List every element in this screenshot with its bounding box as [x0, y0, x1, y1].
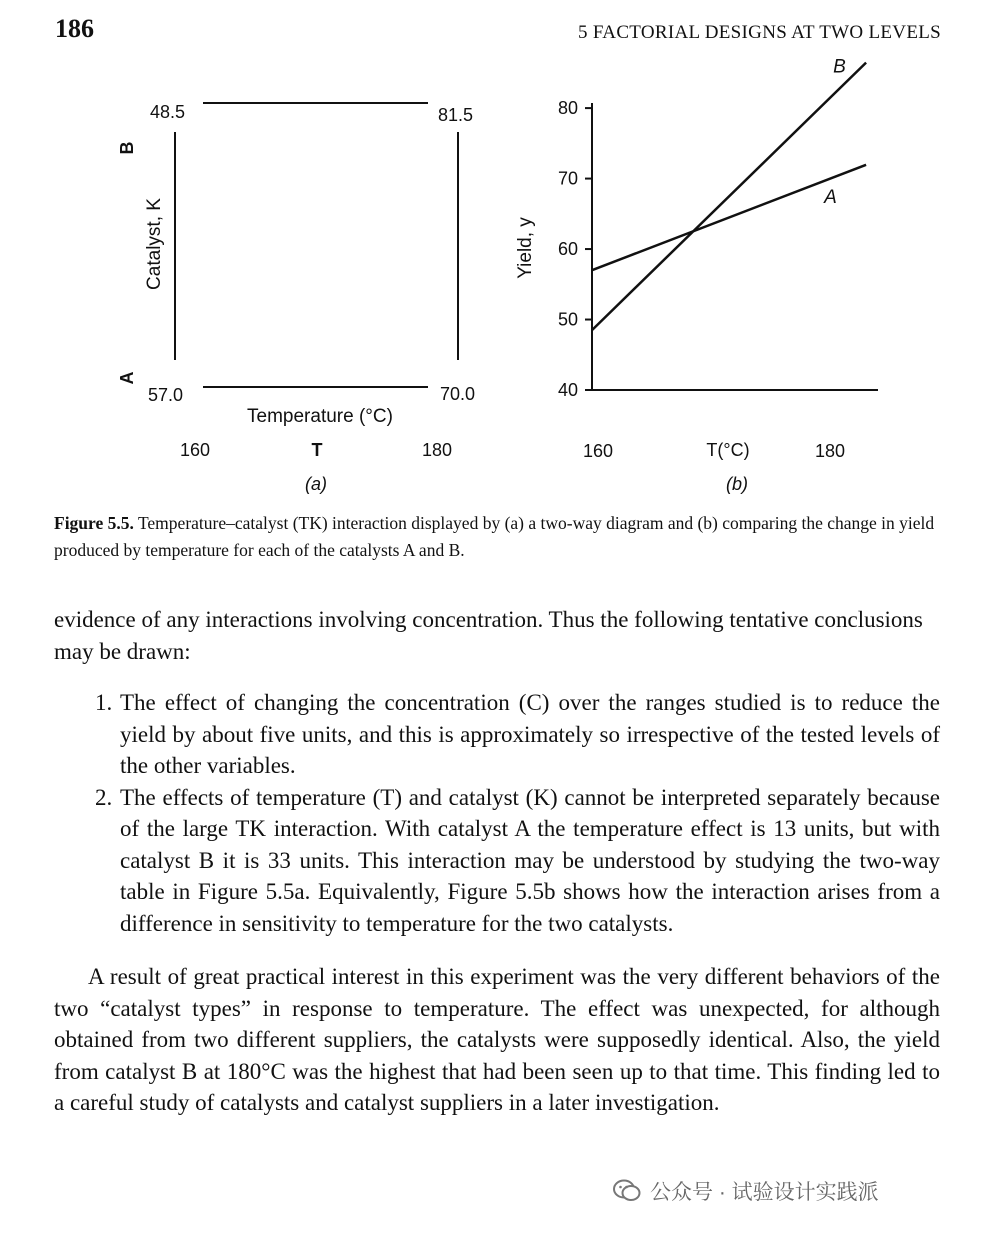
x-mid-label: T: [311, 440, 323, 460]
paragraph-continued: evidence of any interactions involving concentration. Thus the following tentative conclusions may be drawn:: [54, 607, 923, 664]
corner-bottom-right: 70.0: [440, 384, 476, 404]
x-axis-label: Temperature (°C): [247, 406, 393, 427]
x-tick-label-180: 180: [814, 441, 846, 461]
x-axis-label: T(°C): [706, 440, 750, 460]
series-line-a: [592, 165, 866, 270]
watermark: [612, 1176, 879, 1206]
body-text: [54, 604, 940, 1119]
panel-b-label: (b): [726, 474, 748, 494]
panel-a-label: (a): [305, 474, 327, 494]
corner-top-right: 81.5: [438, 105, 474, 125]
panel-a-two-way-diagram: [117, 102, 475, 494]
panel-b-chart: [515, 57, 878, 494]
y-tick-label: 70: [557, 168, 578, 189]
caption-lead: Figure 5.5.: [54, 513, 134, 533]
list-item: 2. The effects of temperature (T) and catalyst (K) cannot be interpreted separately because of the large TK interaction. With catalyst A the temperature effect is 13 units, but with catalyst B it is 33 units. This interaction may be understood by studying the two-way table in Figure 5.5a. Equivalently, Figure 5.5b shows how the interaction arises from a difference in sensitivity to temperature for the two catalysts.: [118, 782, 940, 940]
y-tick-label: 60: [557, 239, 578, 260]
caption-text: Temperature–catalyst (TK) interaction displayed by (a) a two-way diagram and (b) comparing the change in yield produced by temperature for each of the catalysts A and B.: [54, 513, 935, 560]
running-head: 5 FACTORIAL DESIGNS AT TWO LEVELS: [578, 22, 941, 43]
y-tick-label: 80: [557, 98, 578, 119]
y-tick-label: 50: [557, 309, 578, 330]
figure-5-5: [0, 56, 1003, 500]
y-axis-label: Yield, y: [515, 217, 536, 279]
figure-caption: [54, 510, 944, 564]
wechat-icon: [612, 1178, 642, 1204]
y-tick-label: 40: [557, 380, 578, 400]
x-tick-label-160: 160: [582, 441, 614, 461]
x-low-label: 160: [179, 440, 211, 460]
x-high-label: 180: [421, 440, 453, 460]
corner-top-left: 48.5: [150, 102, 186, 122]
series-label-b: B: [833, 56, 846, 78]
series-label-a: A: [824, 186, 837, 208]
y-ticks: [558, 98, 592, 400]
page-number: 186: [55, 14, 94, 43]
list-item: 1. The effect of changing the concentration (C) over the ranges studied is to reduce the yield by about five units, and this is approximately so irrespective of the tested levels of the other variables.: [118, 687, 940, 782]
watermark-text: 公众号 · 试验设计实践派: [650, 1181, 879, 1204]
corner-bottom-left: 57.0: [148, 385, 184, 405]
y-level-top: B: [117, 141, 137, 155]
conclusions-list: [54, 687, 940, 939]
series-lines: [592, 57, 866, 330]
y-level-bottom: A: [117, 371, 137, 385]
paragraph: A result of great practical interest in this experiment was the very different behaviors of the two “catalyst types” in response to temperature. The effect was unexpected, for although obtained from two different suppliers, the catalysts were supposedly identical. Also, the yield from catalyst B at 180°C was the highest that had been seen up to that time. This finding led to a careful study of catalysts and catalyst suppliers in a later investigation.: [54, 964, 940, 1115]
y-axis-label: Catalyst, K: [144, 198, 165, 290]
